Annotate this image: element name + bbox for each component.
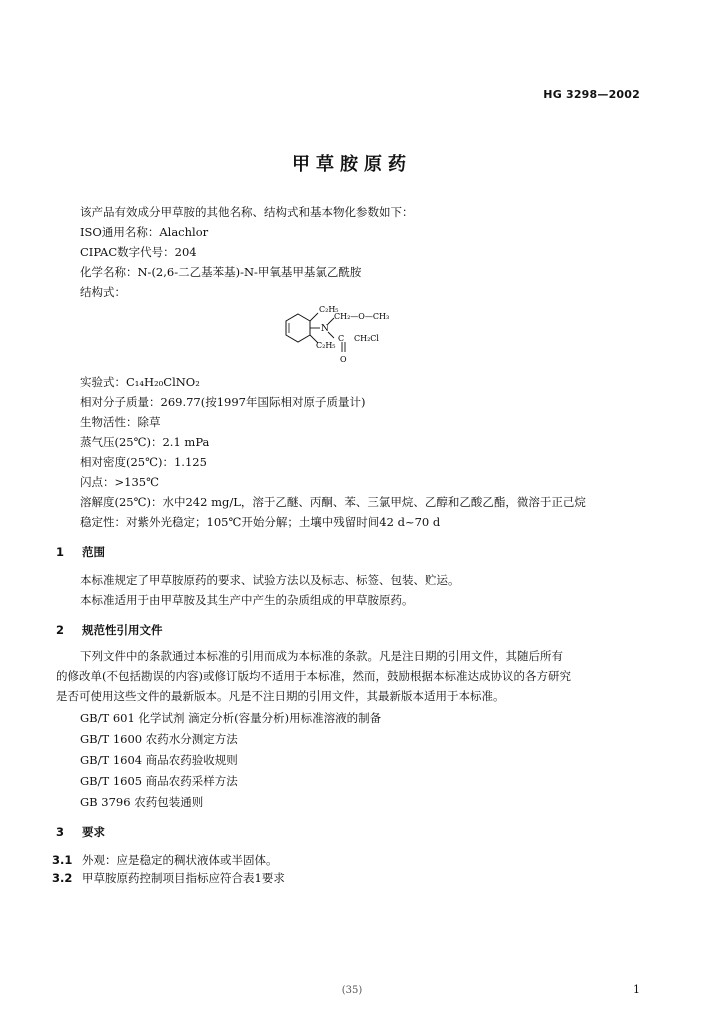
bottom-ethyl-label: C₂H₅ <box>316 341 336 350</box>
bioactivity: 生物活性：除草 <box>80 415 161 429</box>
chloromethyl-label: CH₂Cl <box>354 334 379 343</box>
section-1-heading <box>56 544 105 560</box>
section-1-title: 范围 <box>82 545 105 559</box>
requirement-3-1 <box>52 852 278 868</box>
section-3-heading <box>56 824 105 840</box>
reference-gb-t-601: GB/T 601 化学试剂 滴定分析(容量分析)用标准溶液的制备 <box>80 711 382 725</box>
carbonyl-label: C <box>338 334 345 343</box>
relative-density: 相对密度(25℃)：1.125 <box>80 455 207 469</box>
section-2-number: 2 <box>56 623 65 637</box>
chemical-name: 化学名称：N-(2,6-二乙基苯基)-N-甲氧基甲基氯乙酰胺 <box>80 265 362 279</box>
section-2-heading <box>56 622 163 638</box>
page-number: 1 <box>633 983 640 996</box>
n-chain-label: CH₂—O—CH₃ <box>334 312 390 321</box>
intro-lead: 该产品有效成分甲草胺的其他名称、结构式和基本物化参数如下： <box>80 205 414 219</box>
section-1-para-2: 本标准适用于由甲草胺及其生产中产生的杂质组成的甲草胺原药。 <box>80 593 414 607</box>
section-1-para-1: 本标准规定了甲草胺原药的要求、试验方法以及标志、标签、包装、贮运。 <box>80 573 460 587</box>
top-ethyl-label: C₂H₅ <box>319 305 339 314</box>
reference-gb-t-1604: GB/T 1604 商品农药验收规则 <box>80 753 238 767</box>
section-1-number: 1 <box>56 545 65 559</box>
section-3-number: 3 <box>56 825 65 839</box>
solubility: 溶解度(25℃)：水中242 mg/L，溶于乙醚、丙酮、苯、三氯甲烷、乙醇和乙酸乙酯，微溶于正己烷 <box>80 495 586 509</box>
structure-label: 结构式： <box>80 285 126 299</box>
section-2-line-3: 是否可使用这些文件的最新版本。凡是不注日期的引用文件，其最新版本适用于本标准。 <box>56 689 505 703</box>
structural-formula <box>270 300 440 368</box>
nitrogen-label: N <box>321 324 329 334</box>
molecular-weight: 相对分子质量：269.77(按1997年国际相对原子质量计) <box>80 395 366 409</box>
oxygen-label: O <box>340 355 347 364</box>
benzene-ring <box>286 314 310 342</box>
bond-top-ethyl <box>310 313 318 321</box>
requirement-3-2 <box>52 870 285 886</box>
requirement-3-2-text: 甲草胺原药控制项目指标应符合表1要求 <box>82 871 285 885</box>
requirement-3-1-text: 外观：应是稳定的稠状液体或半固体。 <box>82 853 278 867</box>
section-3-title: 要求 <box>82 825 105 839</box>
requirement-3-1-number: 3.1 <box>52 853 73 867</box>
stability: 稳定性：对紫外光稳定；105℃开始分解；土壤中残留时间42 d~70 d <box>80 515 441 529</box>
section-2-title: 规范性引用文件 <box>82 623 163 637</box>
reference-gb-t-1600: GB/T 1600 农药水分测定方法 <box>80 732 238 746</box>
reference-gb-t-1605: GB/T 1605 商品农药采样方法 <box>80 774 238 788</box>
flash-point: 闪点：>135℃ <box>80 475 159 489</box>
reference-gb-3796: GB 3796 农药包装通则 <box>80 795 204 809</box>
section-2-line-2: 的修改单(不包括勘误的内容)或修订版均不适用于本标准，然而，鼓励根据本标准达成协议的各方研究 <box>56 669 571 683</box>
section-2-line-1: 下列文件中的条款通过本标准的引用而成为本标准的条款。凡是注日期的引用文件，其随后所有 <box>80 649 563 663</box>
requirement-3-2-number: 3.2 <box>52 871 73 885</box>
vapor-pressure: 蒸气压(25℃)：2.1 mPa <box>80 435 210 449</box>
footer-sequence-number: (35) <box>341 985 363 996</box>
page-title: 甲草胺原药 <box>292 154 412 175</box>
iso-name: ISO通用名称：Alachlor <box>80 225 209 239</box>
standard-number: HG 3298—2002 <box>543 88 640 101</box>
cipac-code: CIPAC数字代号：204 <box>80 245 197 259</box>
empirical-formula: 实验式：C₁₄H₂₀ClNO₂ <box>80 375 200 389</box>
bond-n-c <box>328 332 334 338</box>
